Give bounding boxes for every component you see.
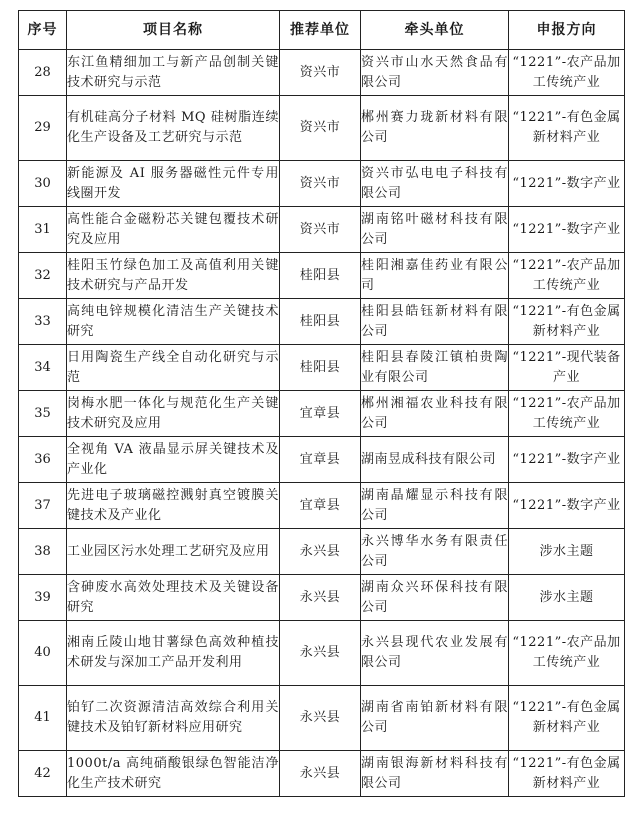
cell-direction: “1221”-农产品加工传统产业 [509,50,625,96]
cell-lead-unit: 湖南省南铂新材料有限公司 [361,686,509,751]
cell-direction: “1221”-数字产业 [509,161,625,207]
cell-lead-unit: 郴州赛力珑新材料有限公司 [361,96,509,161]
table-row [19,161,625,207]
table-row [19,207,625,253]
header-direction: 申报方向 [509,11,625,50]
cell-direction: “1221”-有色金属新材料产业 [509,96,625,161]
cell-recommending-unit: 资兴市 [280,207,361,253]
cell-project-name: 湘南丘陵山地甘薯绿色高效种植技术研发与深加工产品开发利用 [67,621,280,686]
cell-number: 36 [19,437,67,483]
cell-project-name: 桂阳玉竹绿色加工及高值利用关键技术研究与产品开发 [67,253,280,299]
cell-project-name: 有机硅高分子材料 MQ 硅树脂连续化生产设备及工艺研究与示范 [67,96,280,161]
cell-project-name: 含砷废水高效处理技术及关键设备研究 [67,575,280,621]
cell-number: 38 [19,529,67,575]
cell-direction: “1221”-农产品加工传统产业 [509,391,625,437]
cell-direction: “1221”-有色金属新材料产业 [509,299,625,345]
cell-recommending-unit: 资兴市 [280,161,361,207]
cell-number: 28 [19,50,67,96]
cell-recommending-unit: 永兴县 [280,751,361,797]
cell-project-name: 高纯电锌规模化清洁生产关键技术研究 [67,299,280,345]
cell-lead-unit: 湖南银海新材料科技有限公司 [361,751,509,797]
cell-number: 35 [19,391,67,437]
cell-lead-unit: 资兴市弘电电子科技有限公司 [361,161,509,207]
cell-direction: 涉水主题 [509,575,625,621]
cell-recommending-unit: 永兴县 [280,575,361,621]
table-row [19,529,625,575]
table-row [19,686,625,751]
cell-direction: “1221”-农产品加工传统产业 [509,253,625,299]
header-number: 序号 [19,11,67,50]
cell-project-name: 1000t/a 高纯硝酸银绿色智能洁净化生产技术研究 [67,751,280,797]
cell-number: 29 [19,96,67,161]
cell-lead-unit: 湖南众兴环保科技有限公司 [361,575,509,621]
table-row [19,621,625,686]
cell-project-name: 高性能合金磁粉芯关键包覆技术研究及应用 [67,207,280,253]
cell-lead-unit: 资兴市山水天然食品有限公司 [361,50,509,96]
cell-lead-unit: 永兴县现代农业发展有限公司 [361,621,509,686]
table-header-row [19,11,625,50]
cell-recommending-unit: 资兴市 [280,50,361,96]
cell-number: 30 [19,161,67,207]
cell-number: 39 [19,575,67,621]
table-row [19,391,625,437]
cell-project-name: 先进电子玻璃磁控溅射真空镀膜关键技术及产业化 [67,483,280,529]
cell-project-name: 工业园区污水处理工艺研究及应用 [67,529,280,575]
cell-number: 37 [19,483,67,529]
cell-lead-unit: 湖南铭叶磁材科技有限公司 [361,207,509,253]
cell-direction: “1221”-数字产业 [509,483,625,529]
cell-project-name: 岗梅水肥一体化与规范化生产关键技术研究及应用 [67,391,280,437]
cell-direction: “1221”-农产品加工传统产业 [509,621,625,686]
cell-lead-unit: 桂阳湘嘉佳药业有限公司 [361,253,509,299]
cell-recommending-unit: 桂阳县 [280,253,361,299]
cell-direction: “1221”-有色金属新材料产业 [509,686,625,751]
cell-direction: “1221”-现代装备产业 [509,345,625,391]
cell-number: 40 [19,621,67,686]
table-row [19,483,625,529]
cell-project-name: 铂钌二次资源清洁高效综合利用关键技术及铂钌新材料应用研究 [67,686,280,751]
cell-recommending-unit: 宜章县 [280,391,361,437]
cell-lead-unit: 湖南昱成科技有限公司 [361,437,509,483]
cell-project-name: 新能源及 AI 服务器磁性元件专用线圈开发 [67,161,280,207]
cell-recommending-unit: 桂阳县 [280,299,361,345]
cell-recommending-unit: 永兴县 [280,529,361,575]
table-row [19,253,625,299]
cell-direction: “1221”-数字产业 [509,437,625,483]
cell-direction: “1221”-数字产业 [509,207,625,253]
cell-number: 34 [19,345,67,391]
cell-direction: 涉水主题 [509,529,625,575]
cell-recommending-unit: 宜章县 [280,483,361,529]
cell-recommending-unit: 永兴县 [280,621,361,686]
cell-lead-unit: 湖南晶耀显示科技有限公司 [361,483,509,529]
cell-direction: “1221”-有色金属新材料产业 [509,751,625,797]
cell-lead-unit: 郴州湘福农业科技有限公司 [361,391,509,437]
cell-number: 33 [19,299,67,345]
cell-number: 32 [19,253,67,299]
cell-project-name: 日用陶瓷生产线全自动化研究与示范 [67,345,280,391]
table-row [19,345,625,391]
cell-recommending-unit: 宜章县 [280,437,361,483]
table-row [19,575,625,621]
header-lead-unit: 牵头单位 [361,11,509,50]
cell-number: 41 [19,686,67,751]
header-recommending-unit: 推荐单位 [280,11,361,50]
cell-recommending-unit: 永兴县 [280,686,361,751]
table-row [19,96,625,161]
cell-lead-unit: 永兴博华水务有限责任公司 [361,529,509,575]
table-row [19,299,625,345]
cell-project-name: 全视角 VA 液晶显示屏关键技术及产业化 [67,437,280,483]
cell-lead-unit: 桂阳县皓钰新材料有限公司 [361,299,509,345]
table-row [19,437,625,483]
cell-recommending-unit: 桂阳县 [280,345,361,391]
cell-recommending-unit: 资兴市 [280,96,361,161]
cell-number: 42 [19,751,67,797]
project-table [18,10,625,797]
cell-number: 31 [19,207,67,253]
table-row [19,751,625,797]
header-project-name: 项目名称 [67,11,280,50]
cell-lead-unit: 桂阳县春陵江镇柏贵陶业有限公司 [361,345,509,391]
cell-project-name: 东江鱼精细加工与新产品创制关键技术研究与示范 [67,50,280,96]
table-row [19,50,625,96]
